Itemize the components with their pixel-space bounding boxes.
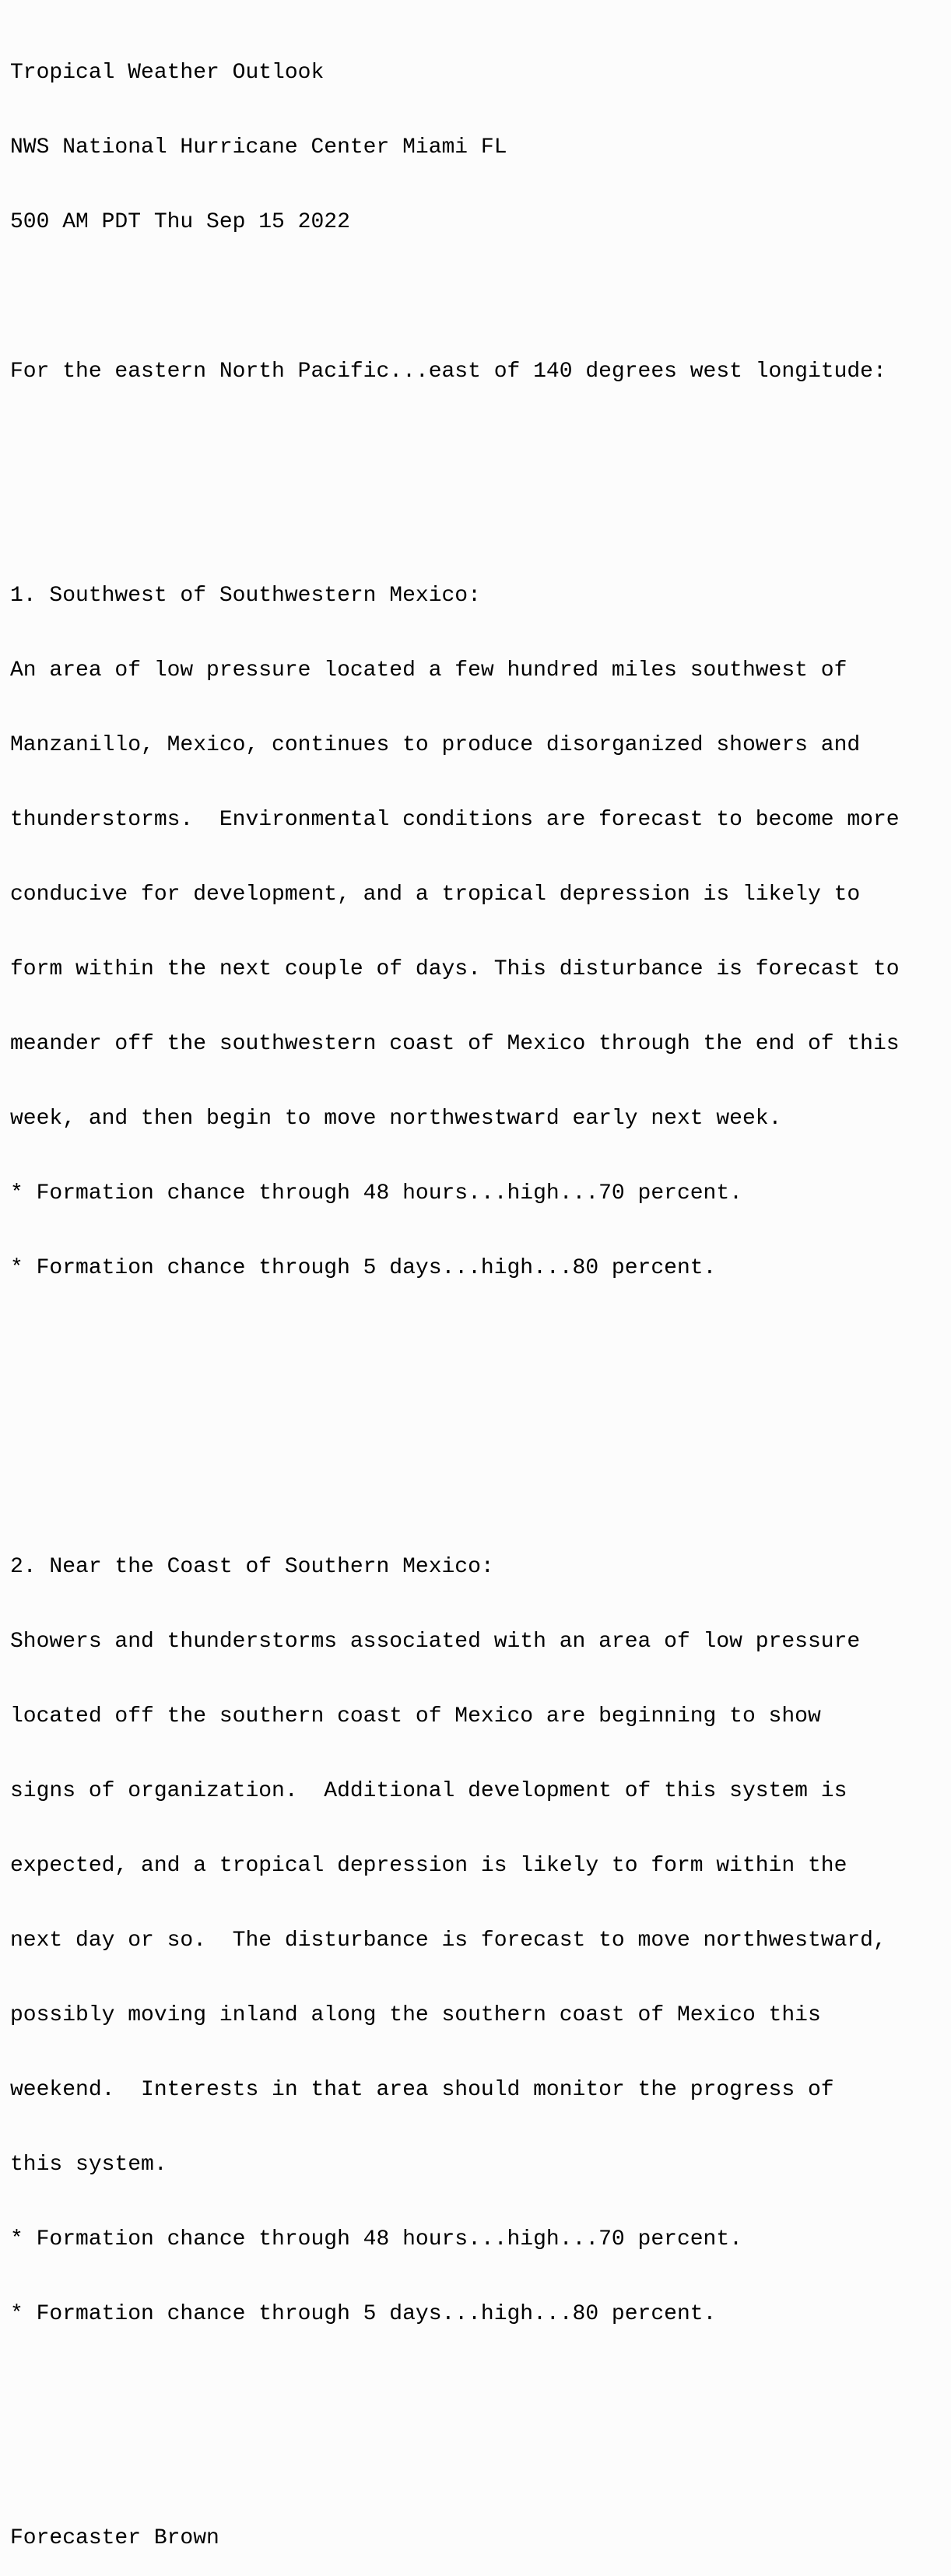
system-2-chance-5d: * Formation chance through 5 days...high...80 percent. xyxy=(10,2302,717,2326)
system-2-heading: 2. Near the Coast of Southern Mexico: xyxy=(10,1555,494,1579)
system-1-text-line: An area of low pressure located a few hundred miles southwest of xyxy=(10,658,847,683)
blank-line xyxy=(10,1406,900,1430)
issuing-office: NWS National Hurricane Center Miami FL xyxy=(10,135,507,160)
system-2-section xyxy=(10,1505,900,2377)
system-1-chance-48h: * Formation chance through 48 hours...high...70 percent. xyxy=(10,1181,742,1206)
tropical-weather-outlook xyxy=(10,11,900,2576)
issue-time: 500 AM PDT Thu Sep 15 2022 xyxy=(10,210,350,234)
outlook-title: Tropical Weather Outlook xyxy=(10,61,325,85)
blank-line xyxy=(10,2451,900,2476)
system-1-text-line: conducive for development, and a tropical depression is likely to xyxy=(10,883,861,907)
system-2-text-line: expected, and a tropical depression is likely to form within the xyxy=(10,1854,847,1878)
system-1-section xyxy=(10,534,900,1331)
system-1-heading: 1. Southwest of Southwestern Mexico: xyxy=(10,584,481,608)
system-2-chance-48h: * Formation chance through 48 hours...high...70 percent. xyxy=(10,2227,742,2251)
system-1-chance-5d: * Formation chance through 5 days...high...80 percent. xyxy=(10,1256,717,1280)
system-2-text-line: next day or so. The disturbance is forecast to move northwestward, xyxy=(10,1928,886,1953)
system-1-text-line: Manzanillo, Mexico, continues to produce disorganized showers and xyxy=(10,733,861,757)
system-2-text-line: located off the southern coast of Mexico are beginning to show xyxy=(10,1704,821,1728)
system-1-text-line: form within the next couple of days. This disturbance is forecast to xyxy=(10,957,900,981)
system-1-text-line: meander off the southwestern coast of Mexico through the end of this xyxy=(10,1032,900,1056)
forecaster-signature: Forecaster Brown xyxy=(10,2526,219,2550)
blank-line xyxy=(10,285,900,310)
blank-line xyxy=(10,434,900,459)
system-2-text-line: Showers and thunderstorms associated with an area of low pressure xyxy=(10,1630,861,1654)
outlook-scope: For the eastern North Pacific...east of 140 degrees west longitude: xyxy=(10,360,886,384)
system-2-text-line: this system. xyxy=(10,2153,167,2177)
system-2-text-line: signs of organization. Additional development of this system is xyxy=(10,1779,847,1803)
system-1-text-line: week, and then begin to move northwestward early next week. xyxy=(10,1107,782,1131)
system-2-text-line: weekend. Interests in that area should monitor the progress of xyxy=(10,2078,834,2102)
system-1-text-line: thunderstorms. Environmental conditions are forecast to become more xyxy=(10,808,900,832)
system-2-text-line: possibly moving inland along the southern coast of Mexico this xyxy=(10,2003,821,2027)
